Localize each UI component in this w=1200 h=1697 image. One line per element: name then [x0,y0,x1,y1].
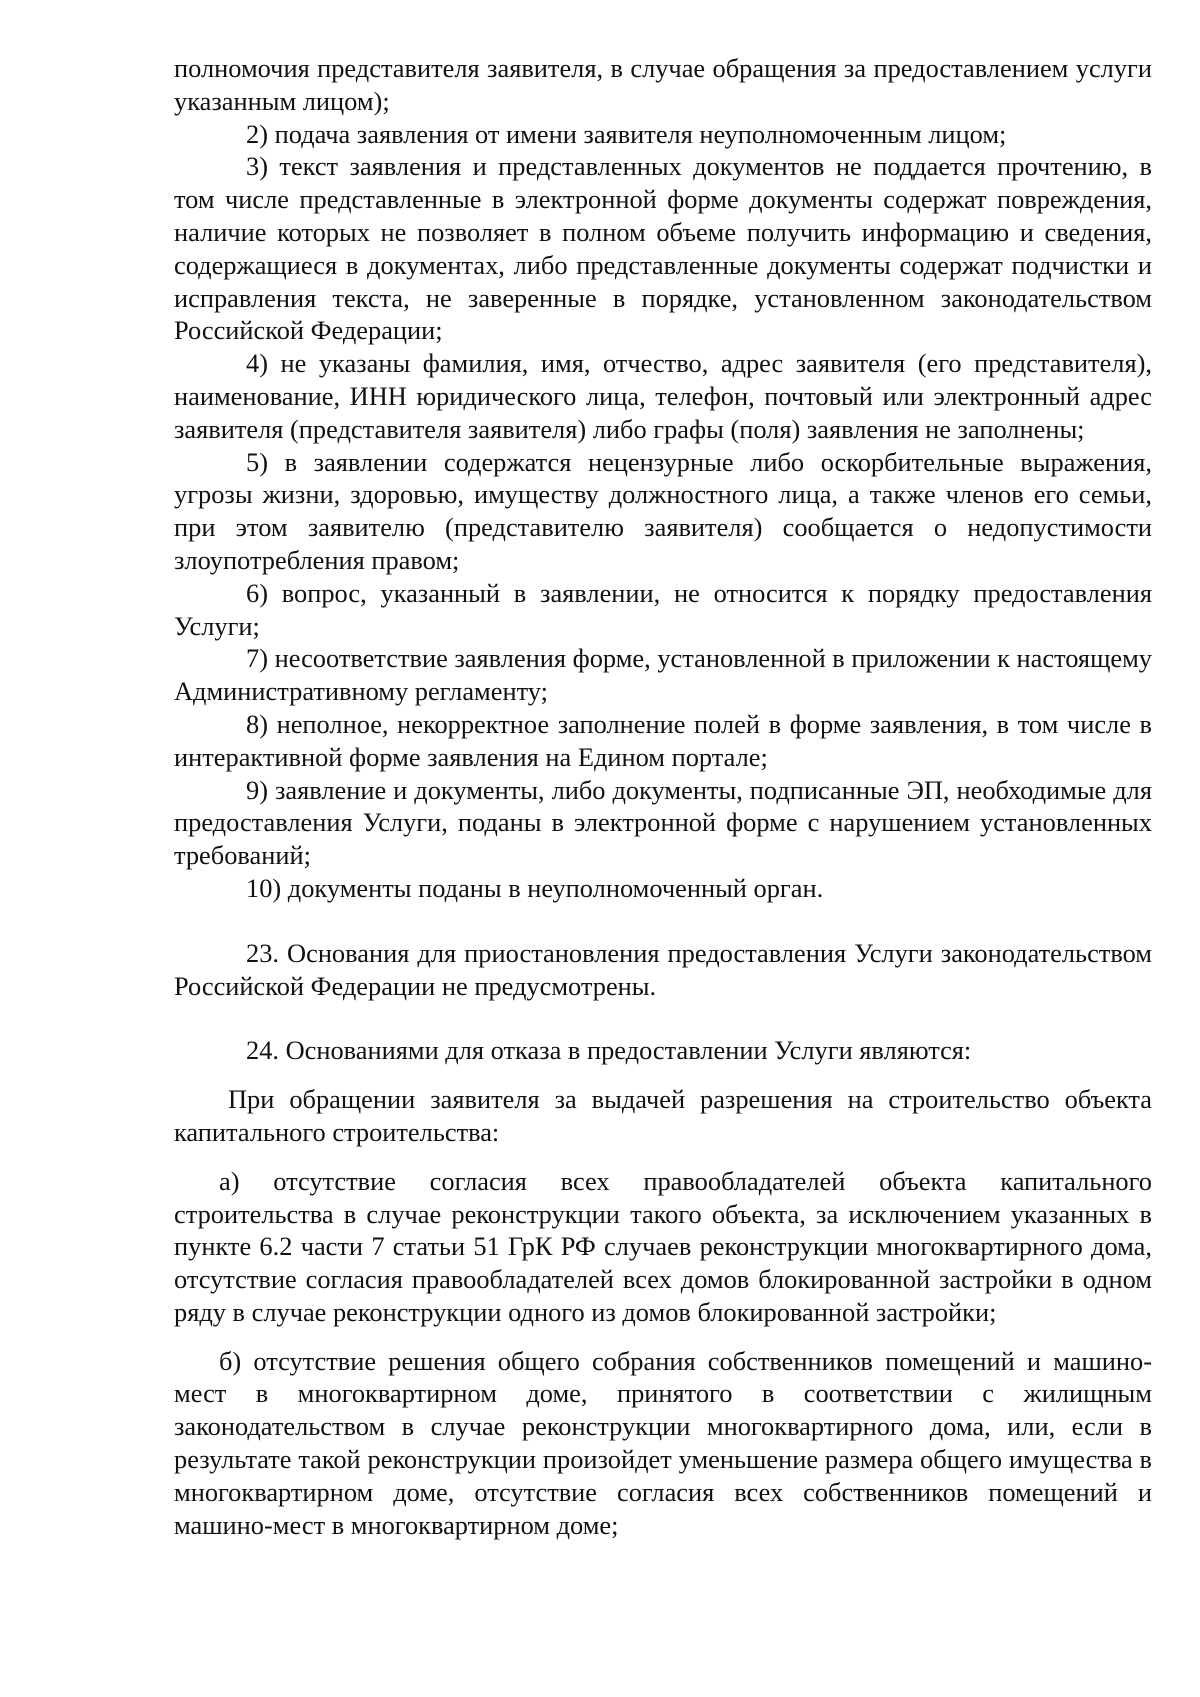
list-item-4: 4) не указаны фамилия, имя, отчество, адрес заявителя (его представителя), наименование, ИНН юридического лица, телефон, почтовый или электронный адрес заявителя (представителя заявителя) либо графы (поля) заявления не заполнены; [174,348,1152,444]
clause-24-item-a: а) отсутствие согласия всех правообладателей объекта капитального строительства в случае реконструкции такого объекта, за исключением указанных в пункте 6.2 части 7 статьи 51 ГрК РФ случаев реконструкции многоквартирного дома, отсутствие согласия правообладателей всех домов блокированной застройки в одном ряду в случае реконструкции одного из домов блокированной застройки; [174,1165,1152,1327]
list-item-9: 9) заявление и документы, либо документы, подписанные ЭП, необходимые для предоставления Услуги, поданы в электронной форме с нарушением установленных требований; [174,774,1152,871]
document-page [174,52,1152,1541]
clause-24: 24. Основаниями для отказа в предоставлении Услуги являются: [246,1035,972,1066]
clause-24-item-b: б) отсутствие решения общего собрания собственников помещений и машино-мест в многоквартирном доме, принятого в соответствии с жилищным законодательством в случае реконструкции многоквартирного дома, или, если в результате такой реконструкции произойдет уменьшение размера общего имущества в многоквартирном доме, отсутствие согласия всех собственников помещений и машино-мест в многоквартирном доме; [174,1345,1152,1540]
list-item-3: 3) текст заявления и представленных документов не поддается прочтению, в том числе представленные в электронной форме документы содержат повреждения, наличие которых не позволяет в полном объеме получить информацию и сведения, содержащиеся в документах, либо представленные документы содержат подчистки и исправления текста, не заверенные в порядке, установленном законодательством Российской Федерации; [174,151,1152,346]
list-item-6: 6) вопрос, указанный в заявлении, не относится к порядку предоставления Услуги; [174,577,1152,641]
clause-24-intro: При обращении заявителя за выдачей разрешения на строительство объекта капитального строительства: [174,1084,1152,1147]
clause-23: 23. Основания для приостановления предоставления Услуги законодательством Российской Федерации не предусмотрены. [174,937,1152,1001]
list-item-7: 7) несоответствие заявления форме, установленной в приложении к настоящему Административному регламенту; [174,643,1152,707]
list-item-5: 5) в заявлении содержатся нецензурные либо оскорбительные выражения, угрозы жизни, здоровью, имуществу должностного лица, а также членов его семьи, при этом заявителю (представителю заявителя) сообщается о недопустимости злоупотребления правом; [174,446,1152,575]
list-item-8: 8) неполное, некорректное заполнение полей в форме заявления, в том числе в интерактивной форме заявления на Едином портале; [174,708,1152,772]
list-item-10: 10) документы поданы в неуполномоченный орган. [246,872,824,903]
list-item-2: 2) подача заявления от имени заявителя неуполномоченным лицом; [246,118,1007,149]
paragraph-continuation: полномочия представителя заявителя, в случае обращения за предоставлением услуги указанным лицом); [174,53,1152,116]
